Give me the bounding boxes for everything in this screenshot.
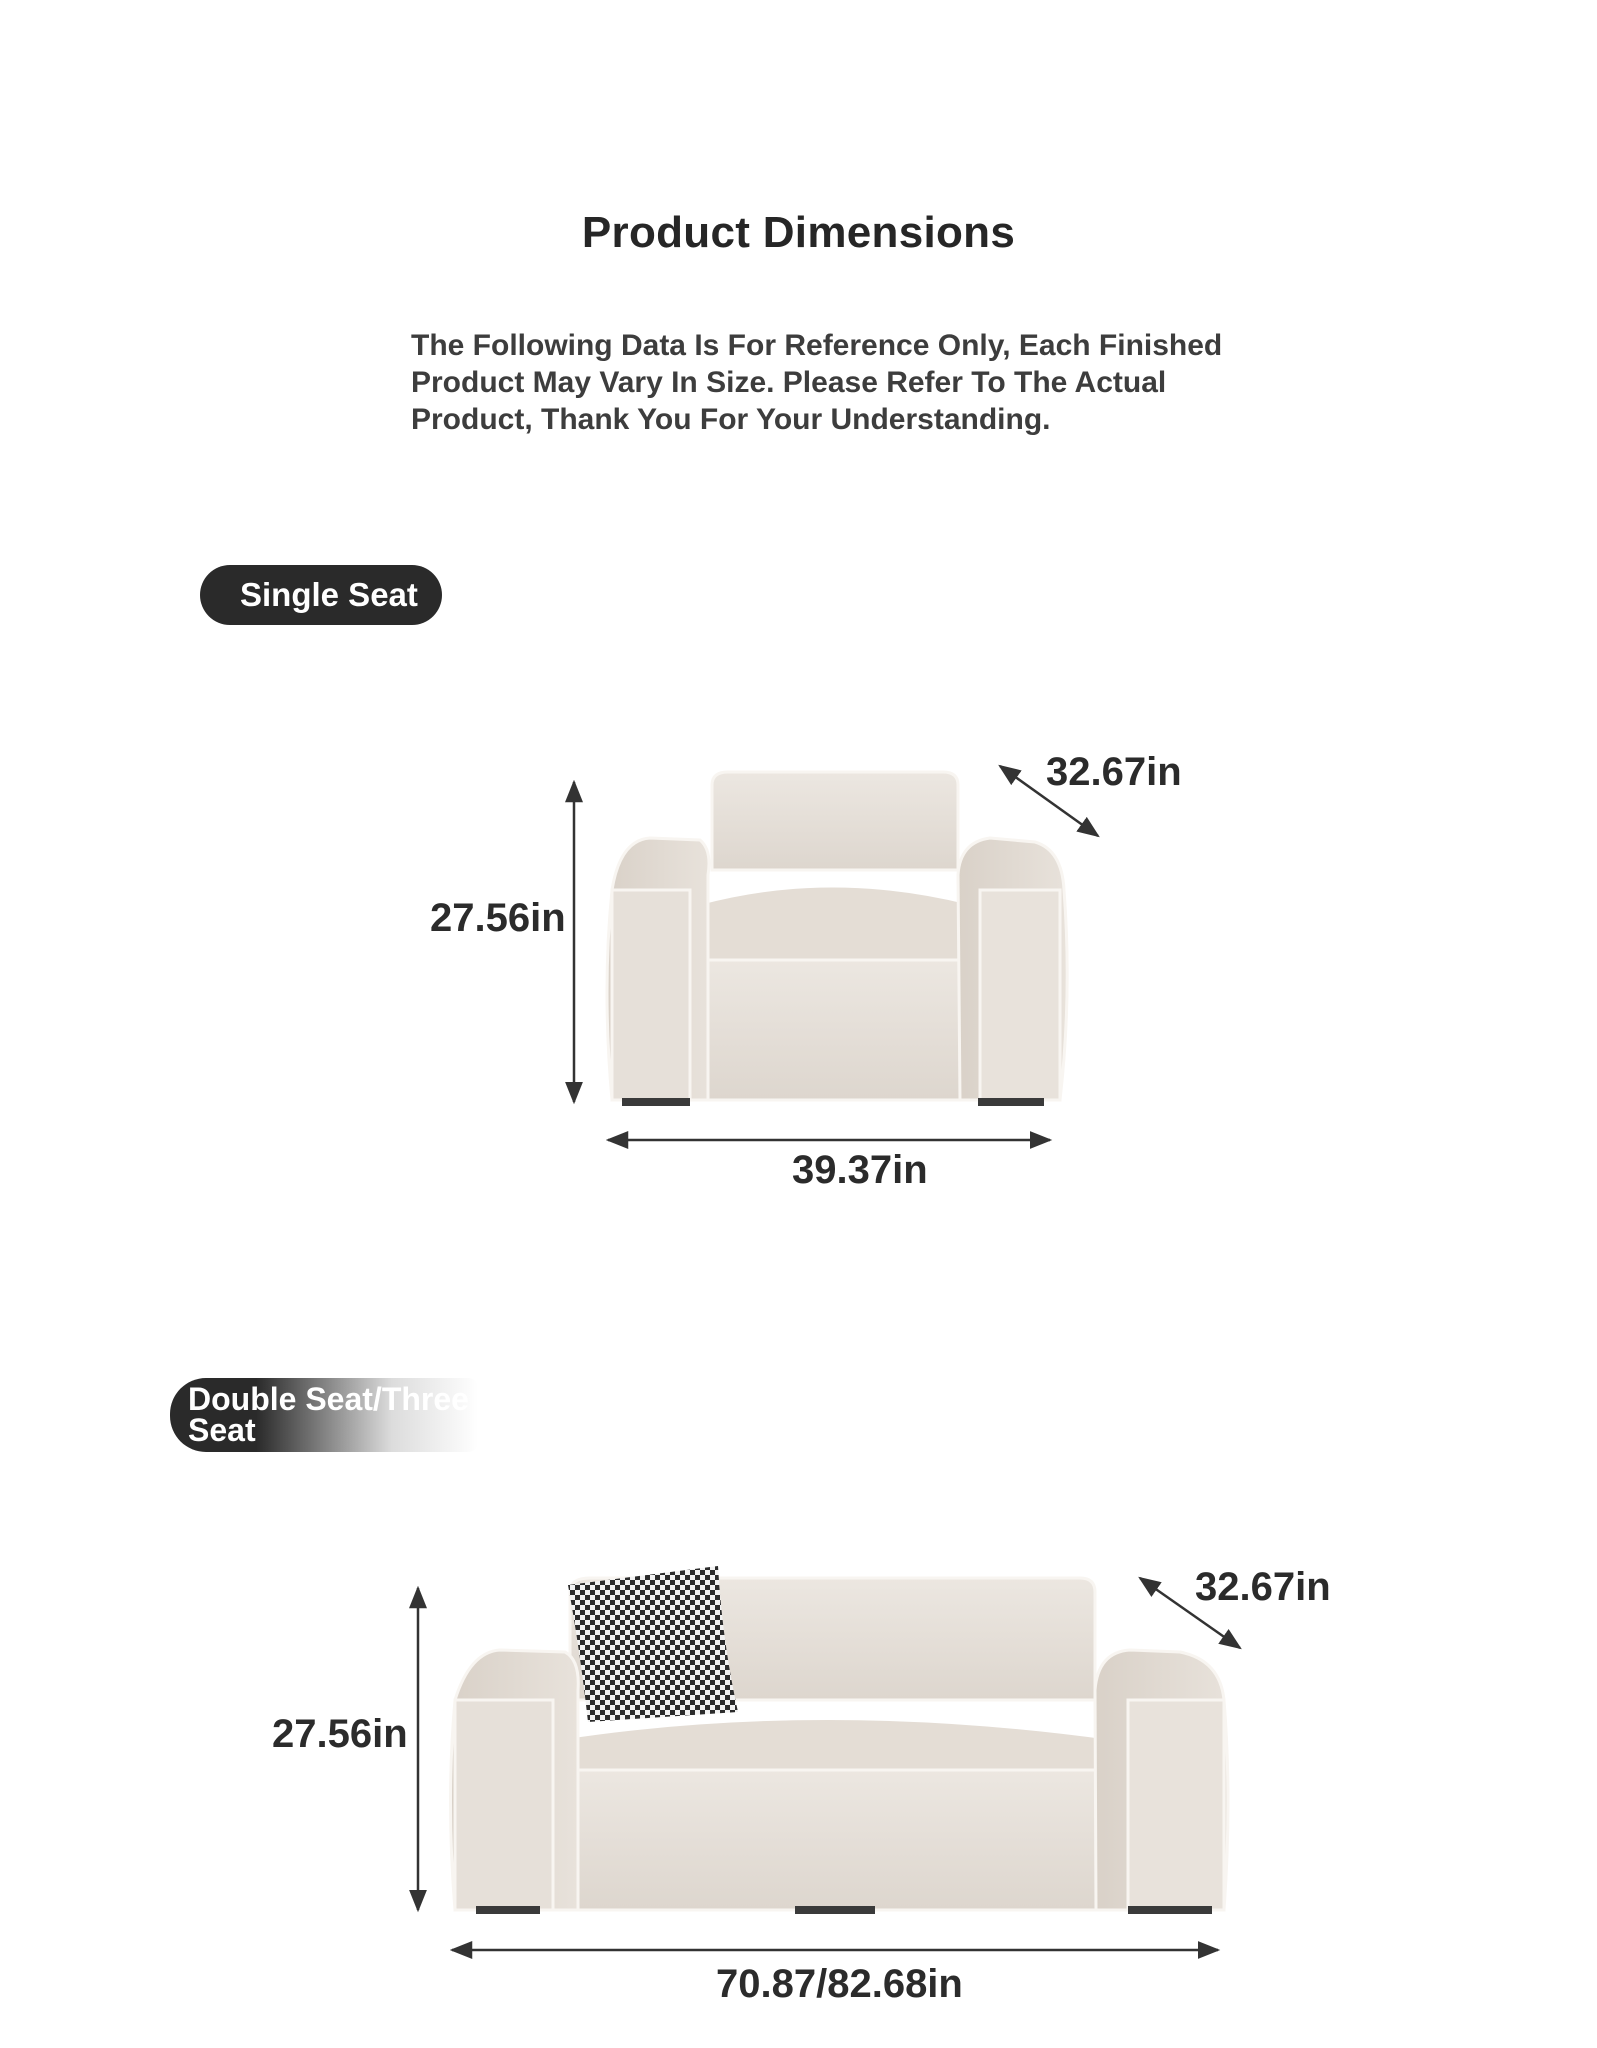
double-width-label: 70.87/82.68in	[716, 1962, 963, 2006]
double-depth-label: 32.67in	[1195, 1565, 1331, 1609]
single-width-label: 39.37in	[792, 1148, 928, 1192]
single-seat-badge: Single Seat	[200, 565, 442, 625]
double-seat-sofa-image	[451, 1566, 1229, 1914]
double-height-label: 27.56in	[272, 1712, 408, 1756]
disclaimer-text: The Following Data Is For Reference Only, Each Finished Product May Vary In Size. Please Refer To The Actual Product, Thank You For Your Understanding.	[411, 329, 1223, 436]
single-depth-label: 32.67in	[1046, 750, 1182, 794]
double-seat-badge: Double Seat/Three Seat	[170, 1378, 478, 1452]
page-title: Product Dimensions	[581, 208, 1016, 257]
single-seat-sofa-image	[607, 772, 1067, 1106]
single-height-label: 27.56in	[430, 896, 566, 940]
pillow	[568, 1566, 738, 1722]
